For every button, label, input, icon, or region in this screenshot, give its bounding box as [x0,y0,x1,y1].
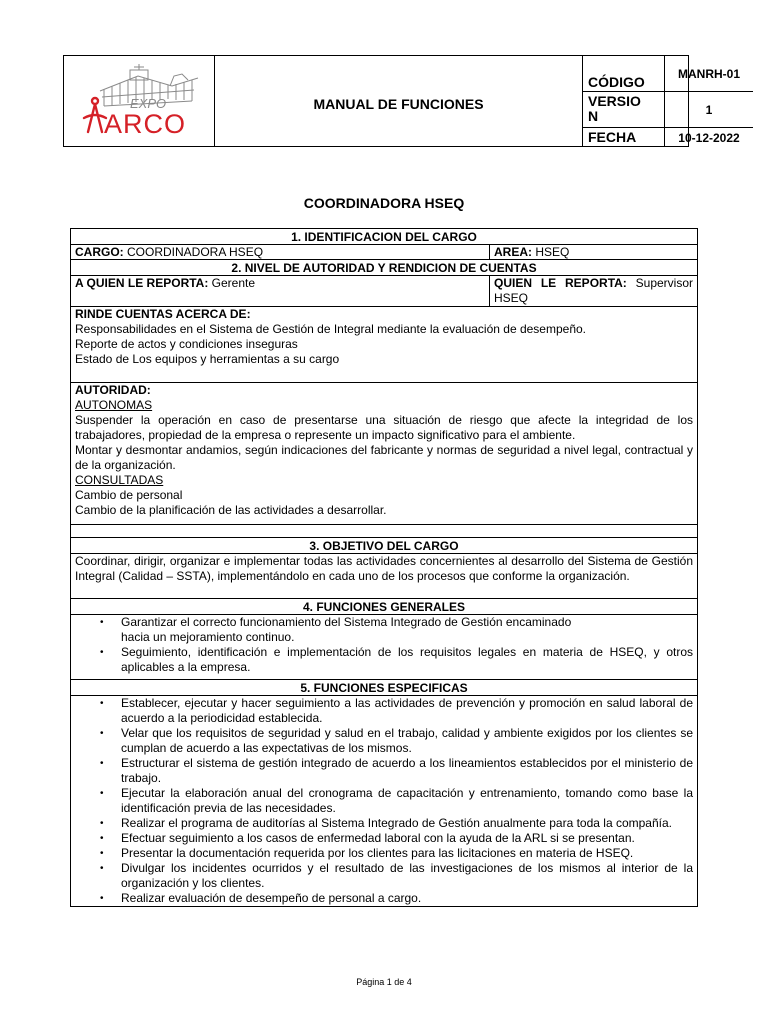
funcion-especifica-item: • Presentar la documentación requerida por los clientes para las licitaciones en materia de HSEQ. [121,846,693,861]
manual-title-cell [215,56,583,146]
header-labels [583,56,665,146]
funcion-especifica-item: • Establecer, ejecutar y hacer seguimiento a las actividades de prevención y promoción en salud laboral de acuerdo a la periodicidad establecida. [121,696,693,726]
section-title-5: 5. FUNCIONES ESPECIFICAS [71,680,697,696]
funcion-general-item: • Seguimiento, identificación e implementación de los requisitos legales en materia de HSEQ, y otros aplicables a la empresa. [121,645,693,675]
reporta-label: A QUIEN LE REPORTA: [75,276,209,290]
functions-table [70,228,698,907]
section-title-4: 4. FUNCIONES GENERALES [71,599,697,615]
autoridad-label: AUTORIDAD: [75,383,151,397]
reporta-row [71,276,697,307]
section-title-3: 3. OBJETIVO DEL CARGO [71,537,697,554]
expo-arco-logo [64,56,215,146]
logo-cell [64,56,215,146]
rinde-cuentas-label: RINDE CUENTAS ACERCA DE: [75,307,251,321]
fecha-label: FECHA [588,129,637,145]
svg-text:EXPO: EXPO [130,96,167,111]
funcion-especifica-item: • Ejecutar la elaboración anual del cronograma de capacitación y entrenamiento, tomando como base la identificación previa de las necesidades. [121,786,693,816]
autoridad-block [71,383,697,525]
cargo-label: CARGO: [75,245,124,259]
consultadas-item: Cambio de personal [75,488,183,502]
fecha-value: 10-12-2022 [678,131,740,145]
header-values [665,56,753,146]
autonomas-label: AUTONOMAS [75,398,153,412]
funcion-especifica-item: • Estructurar el sistema de gestión integrado de acuerdo a los lineamientos establecidos por el ministerio de trabajo. [121,756,693,786]
funcion-especifica-item: • Realizar evaluación de desempeño de personal a cargo. [121,891,693,906]
cargo-row [71,245,697,260]
funcion-especifica-item: • Divulgar los incidentes ocurridos y el resultado de las investigaciones de los mismos al interior de la organización y los clientes. [121,861,693,891]
rinde-item: Estado de Los equipos y herramientas a su cargo [75,352,340,366]
cargo-value: COORDINADORA HSEQ [123,245,264,259]
section-title-2: 2. NIVEL DE AUTORIDAD Y RENDICION DE CUENTAS [71,260,697,276]
manual-title: MANUAL DE FUNCIONES [313,96,484,112]
funcion-especifica-item: • Velar que los requisitos de seguridad y salud en el trabajo, calidad y ambiente exigidos por los clientes se cumplan de acuerdo a las expectativas de los mismos. [121,726,693,756]
objetivo-text: Coordinar, dirigir, organizar e implementar todas las actividades concernientes al desarrollo del Sistema de Gestión Integral (Calidad – SSTA), implementándolo en cada uno de los procesos que conforme la organización. [71,554,697,599]
consultadas-item: Cambio de la planificación de las actividades a desarrollar. [75,503,387,517]
rinde-item: Reporte de actos y condiciones inseguras [75,337,298,351]
codigo-label: CÓDIGO [588,74,645,90]
page-number: Página 1 de 4 [356,977,412,987]
document-header [63,55,740,147]
consultadas-label: CONSULTADAS [75,473,164,487]
rinde-item: Responsabilidades en el Sistema de Gestión de Integral mediante la evaluación de desempeño. [75,322,586,336]
codigo-value: MANRH-01 [677,67,740,81]
rinde-cuentas-block [71,307,697,383]
autonomas-item: Montar y desmontar andamios, según indicaciones del fabricante y normas de seguridad a nivel legal, contractual y de la organización. [75,443,693,472]
funciones-especificas-block [71,696,697,906]
le-reporta-label: QUIEN LE REPORTA: [494,276,627,290]
section-title-1: 1. IDENTIFICACION DEL CARGO [71,229,697,245]
funcion-especifica-item: • Realizar el programa de auditorías al Sistema Integrado de Gestión anualmente para toda la compañía. [121,816,693,831]
version-label: VERSIO N [588,93,641,124]
version-value: 1 [705,103,713,117]
funcion-general-item: • Garantizar el correcto funcionamiento del Sistema Integrado de Gestión encaminado hacia un mejoramiento continuo. [121,615,693,645]
area-label: AREA: [494,245,532,259]
le-reporta-value: Supervisor HSEQ [494,276,693,305]
document-title: COORDINADORA HSEQ [303,195,465,211]
area-value: HSEQ [532,245,570,259]
svg-text:ARCO: ARCO [104,109,187,139]
funcion-especifica-item: • Efectuar seguimiento a los casos de enfermedad laboral con la ayuda de la ARL si se presentan. [121,831,693,846]
funciones-generales-block [71,615,697,680]
reporta-value: Gerente [208,276,256,290]
autonomas-item: Suspender la operación en caso de presentarse una situación de riesgo que afecte la integridad de los trabajadores, propiedad de la empresa o represente un impacto significativo para el ambiente. [75,413,693,442]
